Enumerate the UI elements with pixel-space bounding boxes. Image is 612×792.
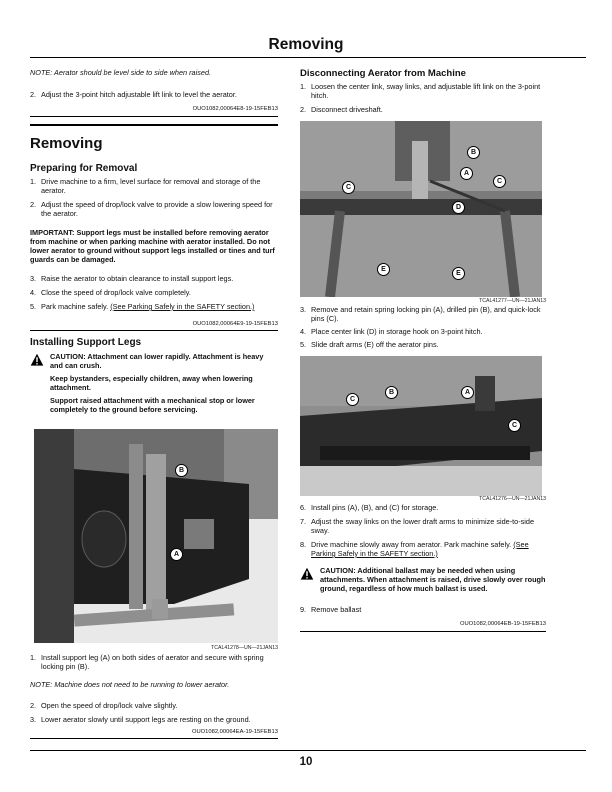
list-item: 2. Open the speed of drop/lock valve slightly.: [30, 701, 178, 710]
list-item: 3. Raise the aerator to obtain clearance to install support legs.: [30, 274, 234, 283]
ref-code: OUO1082,00064EA-19-15FEB13: [191, 729, 278, 735]
callout-e: E: [377, 263, 390, 276]
section-rule: [30, 124, 278, 126]
note-not-running: NOTE: Machine does not need to be running to lower aerator.: [30, 680, 230, 689]
storage-steps-list: [300, 503, 550, 558]
divider: [300, 631, 546, 632]
header-rule: [30, 57, 586, 58]
divider: [30, 330, 278, 331]
leg-steps-list: [30, 701, 280, 724]
callout-c: C: [508, 419, 521, 432]
callout-c: C: [346, 393, 359, 406]
parking-safely-link[interactable]: (See Parking Safely in the SAFETY section.): [311, 540, 529, 558]
hitch-photo: [300, 121, 542, 297]
callout-c: C: [342, 181, 355, 194]
footer-rule: [30, 750, 586, 751]
list-item: 3. Remove and retain spring locking pin (A), drilled pin (B), and quick-lock pins (C).: [300, 305, 541, 323]
list-item: 1. Drive machine to a firm, level surface for removal and storage of the aerator.: [30, 177, 261, 195]
image-caption: TCAL41278—UN—21JAN13: [211, 645, 278, 651]
list-item: 2. Disconnect driveshaft.: [300, 105, 383, 114]
removal-steps-list: [300, 305, 550, 349]
ref-code: OUO1082,00064EB-19-15FEB13: [459, 621, 546, 627]
image-caption: TCAL41276—UN—21JAN13: [479, 496, 546, 502]
list-item: 5. Slide draft arms (E) off the aerator pins.: [300, 340, 439, 349]
subsection-title: Preparing for Removal: [30, 163, 138, 174]
parking-safely-link[interactable]: (See Parking Safely in the SAFETY section.): [110, 302, 255, 311]
prep-steps-list: [30, 177, 280, 218]
ref-code: OUO1082,00064E9-19-15FEB13: [192, 321, 278, 327]
list-item: 4. Place center link (D) in storage hook on 3-point hitch.: [300, 327, 483, 336]
page-number: 10: [299, 756, 313, 768]
callout-a: A: [460, 167, 473, 180]
storage-pins-photo: [300, 356, 542, 496]
warning-icon: [30, 353, 44, 367]
list-item: 5. Park machine safely. (See Parking Safely in the SAFETY section.): [30, 302, 255, 311]
step-remove-ballast: 9. Remove ballast: [300, 605, 362, 614]
divider: [30, 116, 278, 117]
list-item: 6. Install pins (A), (B), and (C) for storage.: [300, 503, 439, 512]
callout-a: A: [170, 548, 183, 561]
list-item: 3. Lower aerator slowly until support legs are resting on the ground.: [30, 715, 251, 724]
callout-b: B: [385, 386, 398, 399]
note-level: NOTE: Aerator should be level side to side when raised.: [30, 68, 212, 77]
important-notice: IMPORTANT: Support legs must be installed before removing aerator from machine or when parking machine with aerator installed. Do not lower aerator to ground without support legs installed or tines and turf guards can be damaged.: [30, 228, 275, 264]
callout-e: E: [452, 267, 465, 280]
caution-block: CAUTION: Attachment can lower rapidly. Attachment is heavy and can crush. Keep bystanders, especially children, away when lowering attachment. Support raised attachment with a mechanical stop or lower completely to the ground before servicing.: [50, 352, 264, 414]
list-item: 1. Loosen the center link, sway links, and adjustable lift link on the 3-point hitch.: [300, 82, 541, 100]
callout-a: A: [461, 386, 474, 399]
disc-steps-list: [300, 82, 550, 114]
caution-ballast: CAUTION: Additional ballast may be needed when using attachments. When attachment is raised, drive slowly over rough ground, regardless of how much ballast is used.: [320, 566, 546, 593]
callout-d: D: [452, 201, 465, 214]
page-title: Removing: [268, 36, 344, 53]
step-install-leg: 1. Install support leg (A) on both sides of aerator and secure with spring locking pin (B).: [30, 653, 264, 671]
warning-icon: [300, 567, 314, 581]
callout-b: B: [467, 146, 480, 159]
subsection-title: Installing Support Legs: [30, 337, 142, 348]
divider: [30, 738, 278, 739]
prep-steps-list-2: [30, 274, 280, 311]
support-leg-photo: [34, 429, 278, 643]
list-item: 4. Close the speed of drop/lock valve completely.: [30, 288, 191, 297]
step-adjust-lift-link: 2. Adjust the 3-point hitch adjustable lift link to level the aerator.: [30, 90, 237, 99]
subsection-title: Disconnecting Aerator from Machine: [300, 68, 466, 79]
section-title: Removing: [30, 135, 103, 152]
callout-c: C: [493, 175, 506, 188]
list-item: 7. Adjust the sway links on the lower draft arms to minimize side-to-side sway.: [300, 517, 535, 535]
list-item: 2. Adjust the speed of drop/lock valve to provide a slow lowering speed for the aerator.: [30, 200, 273, 218]
callout-b: B: [175, 464, 188, 477]
ref-code: OUO1082,00064E8-19-15FEB13: [192, 106, 278, 112]
image-caption: TCAL41277—UN—21JAN13: [479, 298, 546, 304]
list-item: 8. Drive machine slowly away from aerator. Park machine safely. (See Parking Safely in the SAFETY section.): [300, 540, 529, 558]
